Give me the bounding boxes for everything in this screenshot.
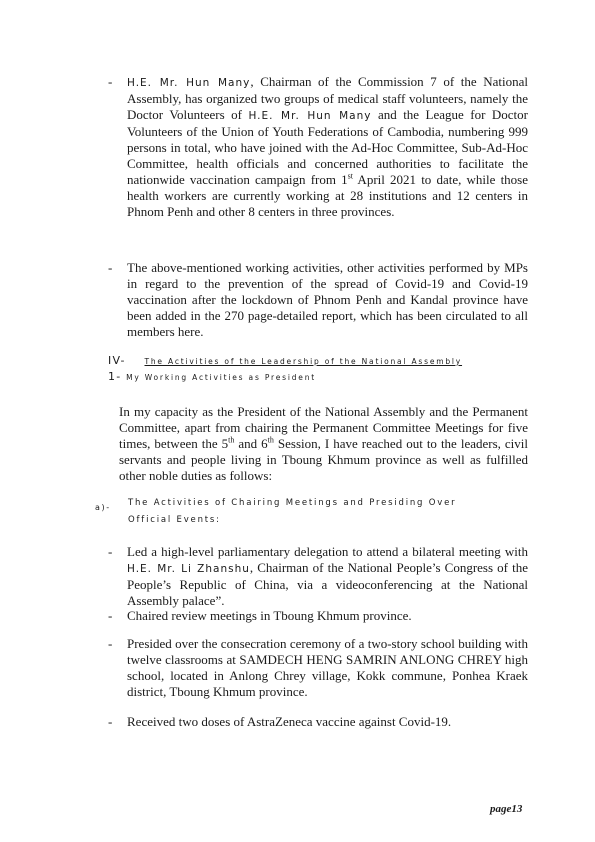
subsection-heading: [108, 370, 316, 385]
bullet-text: [127, 74, 528, 220]
bullet-text: Presided over the consecration ceremony of a two-story school building with twelve classrooms at SAMDECH HENG SAMRIN ANLONG CHREY high school, located in Anlong Chrey village, Kokk commune, Ponhea Kraek district, Tboung Khmum province.: [127, 636, 528, 699]
subsection-title: My Working Activities as President: [126, 373, 317, 382]
bullet-text: The above-mentioned working activities, other activities performed by MPs in regard to the prevention of the spread of Covid-19 and Covid-19 vaccination after the lockdown of Phnom Penh and Kandal province have been added in the 270 page-detailed report, which has been circulated to all members here.: [127, 260, 528, 339]
text-run: Session, I have reached out to the leaders, civil servants and people living in Tboung Khmum province as well as fulfilled other noble duties as follows:: [119, 436, 529, 483]
superscript: th: [228, 435, 235, 445]
superscript: st: [347, 171, 353, 181]
bullet-dash: -: [108, 714, 113, 729]
bullet-dash: -: [108, 260, 113, 275]
bullet-item: [108, 74, 528, 220]
subheading-text: The Activities of Chairing Meetings and Presiding Over: [128, 498, 457, 508]
list-subheading: [95, 497, 111, 515]
text-run: , Chairman of the National People’s Congress of the People’s Republic of China, via a videoconferencing at the National Assembly palace”.: [127, 560, 528, 608]
bullet-text: Received two doses of AstraZeneca vaccine against Covid-19.: [127, 714, 452, 729]
text-run: and 6: [234, 436, 268, 451]
bullet-item: [108, 714, 528, 730]
subsection-number: 1-: [108, 370, 122, 383]
person-name: H.E. Mr. Hun Many: [248, 110, 372, 122]
bullet-text: Chaired review meetings in Tboung Khmum province.: [127, 608, 412, 623]
text-run: , Chairman of the Commission 7 of the National Assembly, has organized two groups of medical staff volunteers, namely the Doctor Volunteers of: [127, 74, 529, 122]
bullet-text: [127, 544, 528, 609]
superscript: th: [267, 435, 274, 445]
bullet-dash: -: [108, 608, 113, 623]
bullet-item: [108, 608, 528, 624]
bullet-item: [108, 260, 528, 340]
text-run: and the League for Doctor Volunteers of the Union of Youth Federations of Cambodia, numbering 999 persons in total, who have joined with the Ad-Hoc Committee, Sub-Ad-Hoc Committee, health officials and concerned authorities to facilitate the nationwide vaccination campaign from 1: [127, 107, 528, 187]
bullet-dash: -: [108, 74, 113, 89]
text-run: April 2021 to date, while those health workers are currently working at 28 institutions and 12 centers in Phnom Penh and other 8 centers in three provinces.: [127, 172, 529, 219]
person-name: H.E. Mr. Li Zhanshu: [127, 563, 250, 575]
section-number: IV-: [108, 354, 126, 367]
section-title: The Activities of the Leadership of the National Assembly: [144, 357, 463, 366]
subheading-text: Official Events:: [128, 515, 221, 525]
section-heading: [108, 354, 462, 369]
person-name: H.E. Mr. Hun Many: [127, 77, 251, 89]
bullet-item: [108, 544, 528, 609]
page-number: page13: [490, 803, 523, 815]
bullet-dash: -: [108, 636, 113, 651]
text-run: In my capacity as the President of the National Assembly and the Permanent Committee, apart from chairing the Permanent Committee Meetings for five times, between the 5: [119, 404, 528, 451]
list-subheading-line1: [128, 495, 456, 510]
bullet-dash: -: [108, 544, 113, 559]
list-label: a)-: [95, 503, 111, 512]
list-subheading-line2: [128, 512, 221, 527]
text-run: Led a high-level parliamentary delegation to attend a bilateral meeting with: [127, 544, 528, 559]
bullet-item: [108, 636, 528, 700]
body-paragraph: [119, 404, 528, 484]
